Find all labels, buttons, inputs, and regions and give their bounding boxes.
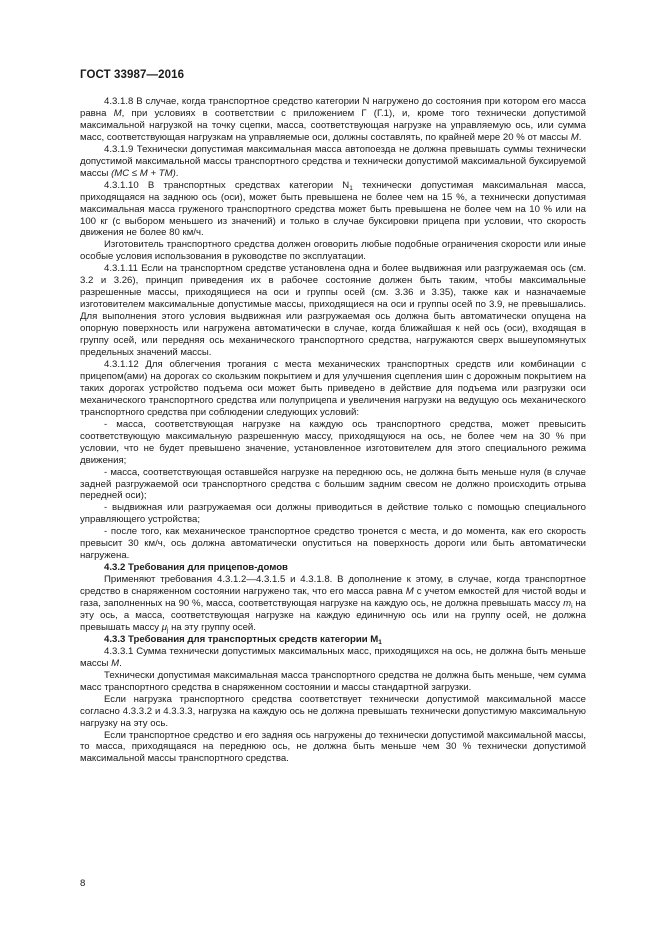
- document-code-header: ГОСТ 33987—2016: [80, 69, 185, 81]
- paragraph-manufacturer-note: Изготовитель транспортного средства должен оговорить любые подобные ограничения скорости или иные особые условия использования в руководстве по эксплуатации.: [80, 239, 586, 263]
- list-item: - выдвижная или разгружаемая оси должны приводиться в действие только с помощью специального управляющего устройства;: [80, 502, 586, 526]
- paragraph-front-axle: Если транспортное средство и его задняя ось нагружены до технически допустимой максимальной массы, то масса, приходящаяся на переднюю ось, не должна быть меньше чем 30 % технически допустимой максимальной массы транспортного средства.: [80, 729, 586, 765]
- section-heading-4-3-3: 4.3.3 Требования для транспортных средств категории $M_1$: [104, 633, 382, 646]
- paragraph-4-3-1-11: 4.3.1.11 Если на транспортном средстве установлена одна и более выдвижная или разгружаемая ось (см. 3.2 и 3.26), принцип приведения их в рабочее состояние должен быть таким, чтобы максимальные разрешенные массы, приходящиеся на оси и группы осей (см. 3.36 и 3.35), также как и назначаемые изготовителем максимальные допустимые массы, приходящиеся на оси и группы осей по 3.9, не превышались. Для выполнения этого условия выдвижная или разгружаемая ось должна быть автоматически опущена на опорную поверхность или нагружена автоматически в случае, когда ближайшая к ней ось (оси), входящая в группу осей, или передняя ось механического транспортного средства, нагружаются сверх вышеупомянутых предельных значений массы.: [80, 263, 586, 359]
- section-heading-4-3-2: 4.3.2 Требования для прицепов-домов: [104, 562, 288, 574]
- paragraph-4-3-1-10: 4.3.1.10 В транспортных средствах категории $N_1$ технически допустимая максимальная масса, приходящаяся на заднюю ось (оси), может быть превышена не более чем на 15 %, а технически допустимая максимальная масса груженого транспортного средства может быть превышена не более чем на 10 % или на 100 кг (с выбором меньшего из значений) и только в случае буксировки прицепа при условии, что скорость движения не более 80 км/ч.: [80, 179, 587, 239]
- paragraph-4-3-1-9: 4.3.1.9 Технически допустимая максимальная масса автопоезда не должна превышать суммы технически допустимой максимальной массы транспортного средства и технически допустимой максимальной буксируемой массы (MC ≤ M + TM).: [80, 143, 586, 179]
- paragraph-4-3-3-1: 4.3.3.1 Сумма технически допустимых максимальных масс, приходящихся на ось, не должна быть меньше массы M.: [80, 645, 586, 669]
- paragraph-max-mass: Технически допустимая максимальная масса транспортного средства не должна быть меньше, чем сумма масс транспортного средства в снаряженном состоянии и массы стандартной загрузки.: [80, 669, 586, 693]
- paragraph-4-3-1-12: 4.3.1.12 Для облегчения трогания с места механических транспортных средств или комбинации с прицепом(ами) на дорогах со скользким покрытием и для улучшения сцепления шин с дорожным покрытием на таких дорогах устройство подъема оси может быть приведено в действие для подъема или разгрузки оси механического транспортного средства или полуприцепа и увеличения нагрузки на ведущую ось механического транспортного средства при соблюдении следующих условий:: [80, 358, 586, 418]
- formula: (MC ≤ M + TM): [111, 167, 176, 179]
- document-body: [80, 96, 586, 765]
- list-item: - масса, соответствующая нагрузке на каждую ось транспортного средства, может превысить соответствующую максимальную разрешенную массу, приходящуюся на ось, не более чем на 30 % при условии, что не будет превышено значение, установленное изготовителем для этого специального режима движения;: [80, 418, 586, 466]
- list-item: - масса, соответствующая оставшейся нагрузке на переднюю ось, не должна быть меньше нуля (в случае задней разгружаемой оси транспортного средства с большим задним свесом не должно происходить отрыва передней оси);: [80, 466, 586, 502]
- page-number: 8: [80, 878, 86, 889]
- list-item: - после того, как механическое транспортное средство тронется с места, и до момента, как его скорость превысит 30 км/ч, ось должна автоматически опуститься на поверхность дороги или быть автоматически нагружена.: [80, 526, 586, 562]
- paragraph-4-3-1-8: 4.3.1.8 В случае, когда транспортное средство категории N нагружено до состояния при котором его масса равна M, при условиях в соответствии с приложением Г (Г.1), и, кроме того технически допустимой максимальной нагрузкой на точку сцепки, масса, соответствующая нагрузке на управляемую ось, или сумма масс, соответствующая нагрузкам на управляемые оси, должны составлять, по крайней мере 20 % от массы M.: [80, 96, 586, 143]
- paragraph-4-3-2-body: Применяют требования 4.3.1.2—4.3.1.5 и 4.3.1.8. В дополнение к этому, в случае, когда транспортное средство в снаряженном состоянии нагружено так, что его масса равна M с учетом емкостей для чистой воды и газа, заполненных на 90 %, масса, соответствующая нагрузке на каждую ось, не должна превышать массу $m_i$ на эту ось, а масса, соответствующая нагрузке на каждую единичную ось или на группу осей, не должна превышать массу $\mu_j$ на эту группу осей.: [80, 574, 587, 634]
- paragraph-axle-load: Если нагрузка транспортного средства соответствует технически допустимой максимальной массе согласно 4.3.3.2 и 4.3.3.3, нагрузка на каждую ось не должна превышать технически допустимую максимальную нагрузку на эту ось.: [80, 693, 586, 729]
